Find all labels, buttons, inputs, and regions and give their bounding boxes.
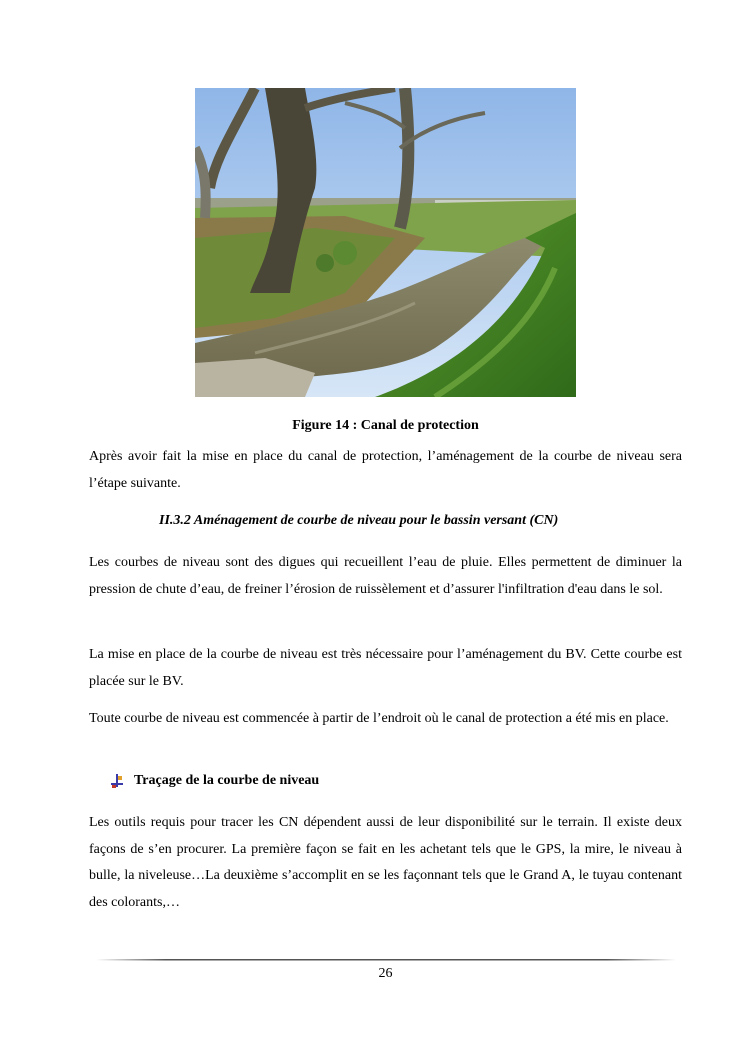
paragraph-outils: Les outils requis pour tracer les CN dépendent aussi de leur disponibilité sur le terrain. Il existe deux façons de s’en procurer. La première façon se fait en les achetant tels que le GPS, la mire, le niveau à bulle, la niveleuse…La deuxième s’accomplit en se les façonnant tels que le Grand A, le tuyau contenant des colorants,… <box>89 815 682 910</box>
bullet-text: Traçage de la courbe de niveau <box>134 773 320 788</box>
section-heading: II.3.2 Aménagement de courbe de niveau pour le bassin versant (CN) <box>159 513 559 528</box>
paragraph-courbes-definition: Les courbes de niveau sont des digues qui recueillent l’eau de pluie. Elles permettent de diminuer la pression de chute d’eau, de freiner l’érosion de ruissèlement et d’assurer l'infiltration d'eau dans le sol. <box>89 555 682 597</box>
paragraph-commencement: Toute courbe de niveau est commencée à partir de l’endroit où le canal de protection a été mis en place. <box>89 711 669 726</box>
paragraph-intro: Après avoir fait la mise en place du canal de protection, l’aménagement de la courbe de niveau sera l’étape suivante. <box>89 449 682 491</box>
page-number: 26 <box>378 966 393 981</box>
footer-divider <box>96 958 676 962</box>
figure-photo <box>195 88 576 397</box>
bullet-marker-icon <box>110 773 124 789</box>
figure-caption: Figure 14 : Canal de protection <box>292 418 479 433</box>
canal-photo-image <box>195 88 576 397</box>
paragraph-mise-en-place: La mise en place de la courbe de niveau est très nécessaire pour l’aménagement du BV. Cette courbe est placée sur le BV. <box>89 647 682 689</box>
bullet-item <box>110 773 319 789</box>
